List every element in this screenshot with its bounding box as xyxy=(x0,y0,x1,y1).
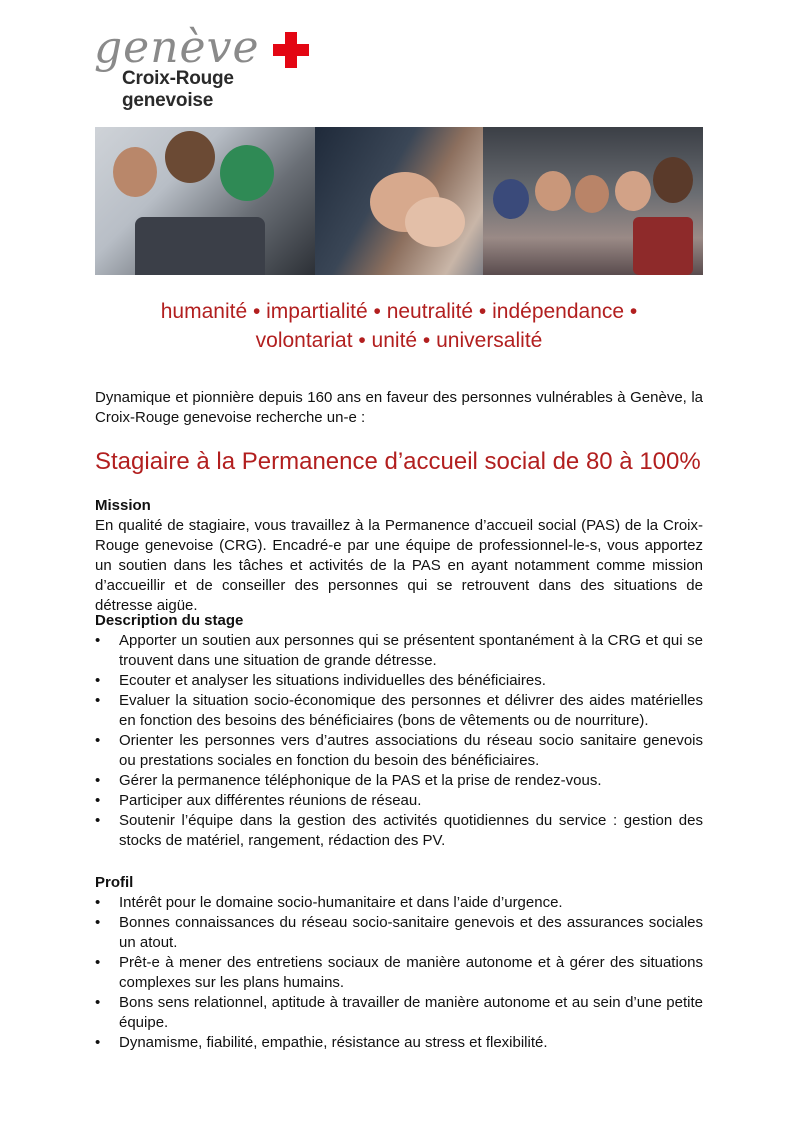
bullet-icon: • xyxy=(95,772,101,789)
bullet-icon: • xyxy=(95,672,101,689)
list-item xyxy=(95,731,703,771)
list-item-text: Gérer la permanence téléphonique de la PAS et la prise de rendez-vous. xyxy=(119,772,602,789)
list-item xyxy=(95,691,703,731)
list-item-text: Intérêt pour le domaine socio-humanitaire et dans l’aide d’urgence. xyxy=(119,894,563,911)
list-item-text: Bons sens relationnel, aptitude à travailler de manière autonome et au sein d’une petite équipe. xyxy=(119,994,703,1031)
list-item xyxy=(95,1033,703,1053)
photo-holding-hands xyxy=(315,127,483,275)
list-item-text: Bonnes connaissances du réseau socio-sanitaire genevois et des assurances sociales un atout. xyxy=(119,914,703,951)
list-item-text: Evaluer la situation socio-économique des personnes et délivrer des aides matérielles en fonction des besoins des bénéficiaires (bons de vêtements ou de nourriture). xyxy=(119,692,703,729)
list-item xyxy=(95,791,703,811)
bullet-icon: • xyxy=(95,632,101,649)
description-heading: Description du stage xyxy=(95,612,244,629)
photo-band xyxy=(95,127,703,275)
bullet-icon: • xyxy=(95,954,101,971)
list-item xyxy=(95,631,703,671)
list-item-text: Soutenir l’équipe dans la gestion des activités quotidiennes du service : gestion des stocks de matériel, rangement, rédaction des PV. xyxy=(119,812,703,849)
list-item xyxy=(95,771,703,791)
list-item xyxy=(95,811,703,851)
values-line-1: humanité • impartialité • neutralité • indépendance • xyxy=(160,300,638,323)
list-item-text: Participer aux différentes réunions de réseau. xyxy=(119,792,422,809)
bullet-icon: • xyxy=(95,894,101,911)
list-item xyxy=(95,953,703,993)
bullet-icon: • xyxy=(95,812,101,829)
list-item-text: Prêt-e à mener des entretiens sociaux de manière autonome et à gérer des situations complexes sur les plans humains. xyxy=(119,954,703,991)
profil-list xyxy=(95,893,703,1053)
list-item xyxy=(95,893,703,913)
list-item-text: Dynamisme, fiabilité, empathie, résistance au stress et flexibilité. xyxy=(119,1034,548,1051)
values-line-2: volontariat • unité • universalité xyxy=(255,329,543,352)
mission-heading: Mission xyxy=(95,497,151,514)
list-item xyxy=(95,671,703,691)
logo-script-text: genève xyxy=(94,22,260,73)
job-title: Stagiaire à la Permanence d’accueil social de 80 à 100% xyxy=(95,448,701,475)
profil-heading: Profil xyxy=(95,874,134,891)
logo xyxy=(92,22,322,111)
mission-section xyxy=(95,496,703,616)
bullet-icon: • xyxy=(95,792,101,809)
profil-section xyxy=(95,873,703,1053)
bullet-icon: • xyxy=(95,914,101,931)
bullet-icon: • xyxy=(95,994,101,1011)
photo-group-thumbs-up xyxy=(483,127,703,275)
list-item-text: Apporter un soutien aux personnes qui se présentent spontanément à la CRG et qui se trouvent dans une situation de grande détresse. xyxy=(119,632,703,669)
values-motto xyxy=(95,297,703,355)
list-item-text: Orienter les personnes vers d’autres associations du réseau socio sanitaire genevois ou prestations sociales en fonction du besoin des bénéficiaires. xyxy=(119,732,703,769)
bullet-icon: • xyxy=(95,692,101,709)
intro-text: Dynamique et pionnière depuis 160 ans en faveur des personnes vulnérables à Genève, la Croix-Rouge genevoise recherche un-e : xyxy=(95,389,703,426)
description-list xyxy=(95,631,703,851)
list-item xyxy=(95,993,703,1033)
mission-text: En qualité de stagiaire, vous travaillez à la Permanence d’accueil social (PAS) de la Croix-Rouge genevoise (CRG). Encadré-e par une équipe de professionnel-le-s, vous apportez un soutien dans les tâches et activités de la PAS en ayant notamment comme mission d’accueillir et de conseiller des personnes qui se retrouvent dans des situations de détresse aigüe. xyxy=(95,517,703,614)
bullet-icon: • xyxy=(95,732,101,749)
list-item-text: Ecouter et analyser les situations individuelles des bénéficiaires. xyxy=(119,672,546,689)
org-name: Croix-Rouge genevoise xyxy=(122,68,234,111)
bullet-icon: • xyxy=(95,1034,101,1051)
list-item xyxy=(95,913,703,953)
red-cross-icon xyxy=(273,32,309,68)
description-section xyxy=(95,611,703,851)
photo-team-laptop xyxy=(95,127,315,275)
